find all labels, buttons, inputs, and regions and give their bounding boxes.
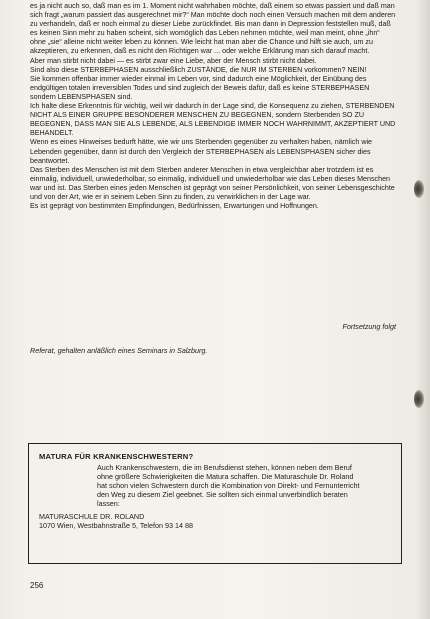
paragraph-7: Das Sterben des Menschen ist mit dem Sterben anderer Menschen in etwa vergleichbar aber trotzdem ist es einmalig, individuell, unwiederholbar, so einmalig, individuell und unwiederholbar wie das Leben dieses Menschen war und ist. Das Sterben eines jeden Menschen ist geprägt von seiner Persönlichkeit, von seiner Lebensgeschichte und von der Art, wie er in seinem Leben Sinn zu finden, zu verwirklichen in der Lage war.: [30, 165, 395, 201]
advertisement-box: [28, 443, 402, 564]
paragraph-5: Ich halte diese Erkenntnis für wichtig, weil wir dadurch in der Lage sind, die Konsequenz zu ziehen, STERBENDEN NICHT ALS EINER GRUPPE BESONDERER MENSCHEN ZU BEGEGNEN, sondern Sterbenden SO ZU BEGEGNEN, DASS MAN SIE ALS LEBENDE, ALS LEBENDIGE IMMER NOCH WAHRNIMMT, AKZEPTIERT UND BEHANDELT.: [30, 102, 396, 138]
footnote: Referat, gehalten anläßlich eines Seminars in Salzburg.: [30, 346, 208, 355]
paragraph-4: Sie kommen offenbar immer wieder einmal im Leben vor, sind dadurch eine Möglichkeit, der Einübung des endgültigen totalen irreversiblen Todes und sind zugleich der Beweis dafür, daß es keine STERBEPHASEN sondern LEBENSPHASEN sind.: [30, 74, 370, 101]
paragraph-3: Sind also diese STERBEPHASEN ausschließlich ZUSTÄNDE, die NUR IM STERBEN vorkommen? NEIN!: [30, 65, 367, 74]
page-edge-shadow: [416, 0, 430, 619]
paragraph-2: Aber man stirbt nicht dabei — es stirbt zwar eine Liebe, aber der Mensch stirbt nicht dabei.: [30, 56, 317, 65]
paragraph-6: Wenn es eines Hinweises bedurft hätte, wie wir uns Sterbenden gegenüber zu verhalten haben, nämlich wie Lebenden gegenüber, dann ist durch den Vergleich der STERBEPHASEN als LEBENSPHASEN sicher dies beantwortet.: [30, 138, 373, 165]
ad-body: Auch Krankenschwestern, die im Berufsdienst stehen, können neben dem Beruf ohne größere Schwierigkeiten die Matura schaffen. Die Maturaschule Dr. Roland hat schon vielen Schwestern durch die Kombination von Direkt- und Fernunterricht den Weg zu diesem Ziel geebnet. Sie sollten sich einmal unverbindlich beraten lassen:: [97, 463, 360, 508]
page-number: 256: [30, 581, 44, 590]
ad-title: MATURA FÜR KRANKENSCHWESTERN?: [39, 452, 194, 461]
ad-school-name: MATURASCHULE DR. ROLAND: [39, 512, 145, 521]
article-body: [30, 2, 396, 211]
paragraph-8: Es ist geprägt von bestimmten Empfindungen, Bedürfnissen, Erwartungen und Hoffnungen.: [30, 202, 319, 211]
continuation-note: Fortsetzung folgt: [342, 322, 396, 331]
ad-address: 1070 Wien, Westbahnstraße 5, Telefon 93 14 88: [39, 521, 193, 530]
paragraph-1: es ja nicht auch so, daß man es im 1. Moment nicht wahrhaben möchte, daß einem so etwas passiert und daß man sich fragt „warum passiert das ausgerechnet mir?“ Man möchte doch noch einen Versuch machen mit dem anderen zu verhandeln, daß er noch einmal zu dieser Liebe zurückfindet. Bis man dann in Depression feststellen muß, daß es keinen Sinn mehr zu haben scheint, sich womöglich das Leben nehmen möchte, weil man meint, ohne „ihn“ ohne „sie“ alleine nicht weiter leben zu können. Wie leicht hat man aber die Chance und hilft sie auch, um zu akzeptieren, zu erkennen, daß es nicht den Richtigen war ... oder welche Erklärung man sich darauf macht.: [30, 2, 396, 56]
